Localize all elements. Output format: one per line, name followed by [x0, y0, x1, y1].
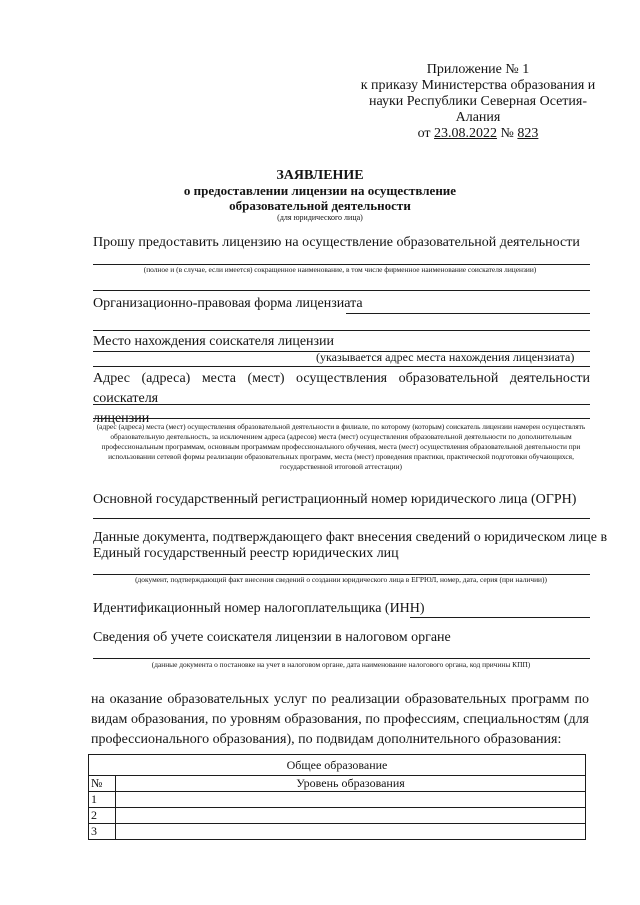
tax-label: Сведения об учете соискателя лицензии в налоговом органе: [93, 630, 451, 645]
education-levels-table: [88, 754, 586, 840]
order-number: 823: [517, 126, 539, 141]
row-level-cell[interactable]: [116, 792, 586, 808]
egrul-label-line-2: Единый государственный реестр юридических лиц: [93, 546, 399, 561]
row-number: 2: [89, 808, 116, 824]
tax-hint: (данные документа о постановке на учет в налоговом органе, дата наименование налогового органа, код причины КПП): [151, 660, 531, 669]
egrul-hint: (документ, подтверждающий факт внесения сведений о создании юридического лица в ЕГРЮЛ, номер, дата, серия (при наличии)): [135, 575, 547, 584]
inn-label: Идентификационный номер налогоплательщика (ИНН): [93, 601, 425, 616]
org-form-field-line[interactable]: [346, 313, 590, 314]
table-row: [89, 792, 586, 808]
row-number: 3: [89, 824, 116, 840]
address-label-line-2: лицензии: [93, 411, 150, 426]
location-label: Место нахождения соискателя лицензии: [93, 334, 335, 349]
appendix-line-3: науки Республики Северная Осетия-: [368, 94, 588, 109]
appendix-date-line: [360, 126, 596, 142]
row-level-cell[interactable]: [116, 808, 586, 824]
location-field-line-2[interactable]: [93, 366, 590, 367]
address-label: [93, 369, 590, 429]
row-level-cell[interactable]: [116, 824, 586, 840]
address-field-line[interactable]: [93, 404, 590, 405]
column-level-header: Уровень образования: [116, 776, 586, 792]
table-row: [89, 824, 586, 840]
appendix-line-2: к приказу Министерства образования и: [360, 78, 596, 93]
document-subtitle-line-2: образовательной деятельности: [229, 198, 411, 213]
document-title: ЗАЯВЛЕНИЕ: [276, 168, 364, 183]
appendix-header: [360, 62, 596, 142]
ogrn-label: Основной государственный регистрационный номер юридического лица (ОГРН): [93, 492, 577, 507]
row-number: 1: [89, 792, 116, 808]
org-form-label: Организационно-правовая форма лицензиата: [93, 296, 363, 311]
address-hint: (адрес (адреса) места (мест) осуществления образовательной деятельности в филиале, по которому (которым) соискатель лицензии намерен осуществлять образовательную деятельность, за исключением адреса (адресов) места (мест) осуществления образовательной деятельности по дополнительным профессиональным программам, основным программам профессионального обучения, места (мест) осуществления образовательной деятельности при использовании сетевой формы реализации образовательных программ, места (мест) проведения практики, практической подготовки обучающихся, государственной итоговой аттестации): [96, 422, 586, 471]
order-date: 23.08.2022: [434, 126, 498, 141]
request-hint: (полное и (в случае, если имеется) сокращенное наименование, в том числе фирменное наименование соискателя лицензии): [143, 265, 537, 274]
egrul-label-line-1: Данные документа, подтверждающего факт внесения сведений о юридическом лице в: [93, 530, 608, 545]
number-prefix: №: [500, 126, 514, 141]
appendix-line-1: Приложение № 1: [426, 62, 530, 77]
request-label: Прошу предоставить лицензию на осуществление образовательной деятельности: [93, 235, 580, 250]
org-form-field-line-2[interactable]: [93, 330, 590, 331]
services-paragraph: на оказание образовательных услуг по реализации образовательных программ по видам образования, по уровням образования, по профессиям, специальностям (для профессионального образования), по подвидам дополнительного образования:: [91, 692, 589, 747]
document-subtitle-line-1: о предоставлении лицензии на осуществление: [183, 183, 457, 198]
column-number-header: №: [89, 776, 116, 792]
applicant-type-note: (для юридического лица): [277, 213, 363, 222]
address-label-line-1: Адрес (адреса) места (мест) осуществления образовательной деятельности соискателя: [93, 371, 590, 406]
date-prefix: от: [417, 126, 431, 141]
location-hint: (указывается адрес места нахождения лицензиата): [316, 350, 575, 364]
appendix-line-4: Алания: [455, 110, 501, 125]
address-field-line-2[interactable]: [93, 418, 590, 419]
inn-field-line[interactable]: [410, 617, 590, 618]
tax-field-line[interactable]: [93, 658, 590, 659]
table-caption: Общее образование: [89, 755, 586, 776]
request-field-line-2[interactable]: [93, 290, 590, 291]
table-row: [89, 808, 586, 824]
ogrn-field-line[interactable]: [93, 518, 590, 519]
